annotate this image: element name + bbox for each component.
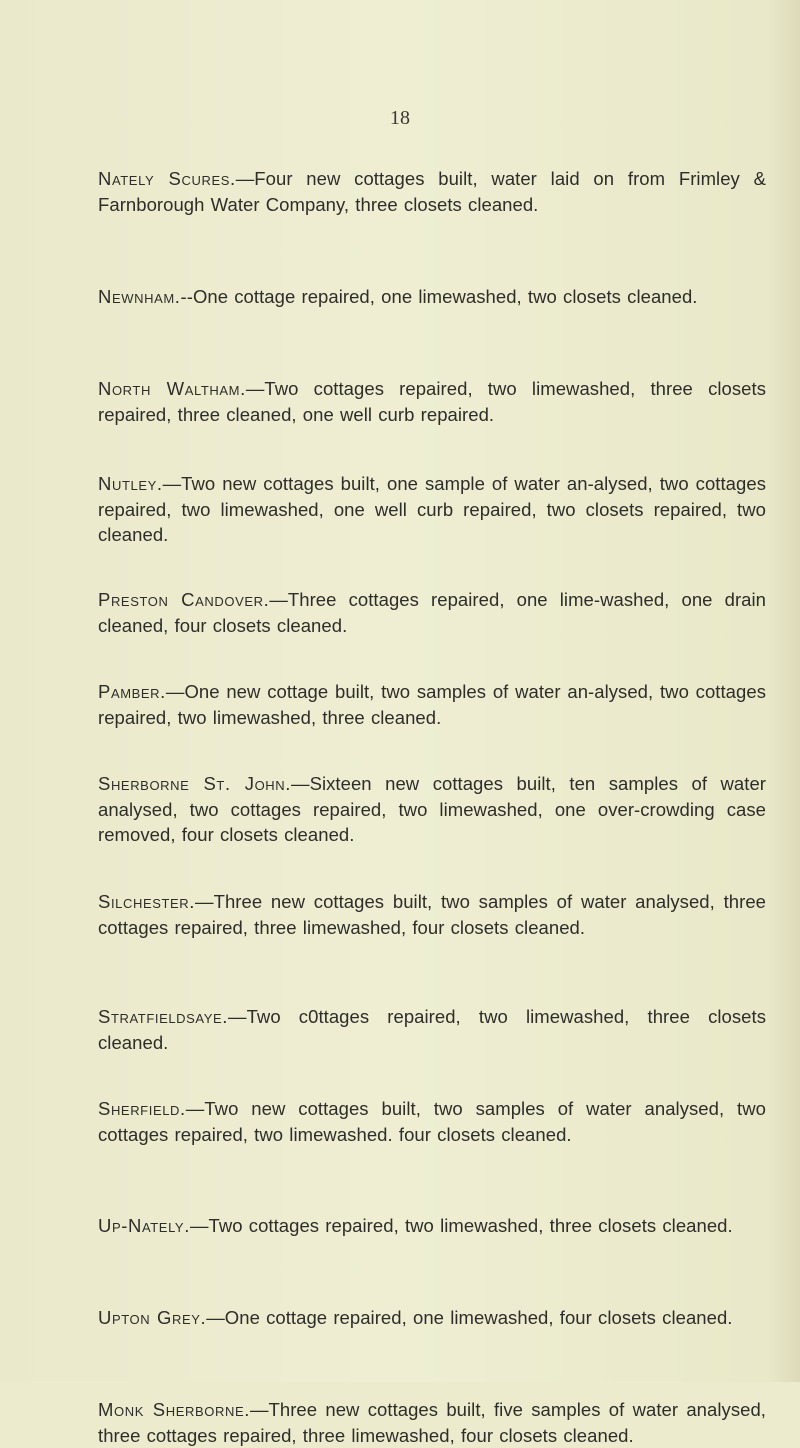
paragraph-entry: [98, 771, 766, 848]
paragraph-entry: [98, 1213, 766, 1239]
entry-text: —One cottage repaired, one limewashed, four closets cleaned.: [206, 1307, 733, 1328]
paragraph-entry: [98, 1397, 766, 1448]
entry-text: —Three new cottages built, two samples of water analysed, three cottages repaired, three limewashed, four closets cleaned.: [98, 891, 766, 938]
paragraph-entry: [98, 376, 766, 427]
place-name: Pamber.: [98, 681, 166, 702]
entry-text: --One cottage repaired, one limewashed, two closets cleaned.: [180, 286, 698, 307]
paragraph-entry: [98, 284, 766, 310]
entry-text: —Two cottages repaired, two limewashed, three closets cleaned.: [189, 1215, 733, 1236]
entry-text: —One new cottage built, two samples of water an-alysed, two cottages repaired, two limewashed, three cleaned.: [98, 681, 766, 728]
place-name: Upton Grey.: [98, 1307, 207, 1328]
place-name: Preston Candover.: [98, 589, 270, 610]
entry-text: —Three cottages repaired, one lime-washed, one drain cleaned, four closets cleaned.: [98, 589, 767, 636]
place-name: Nately Scures.: [98, 168, 236, 189]
place-name: Monk Sherborne.: [98, 1399, 250, 1420]
place-name: Stratfieldsaye.: [98, 1006, 229, 1027]
entry-text: —Two new cottages built, two samples of water analysed, two cottages repaired, two limewashed. four closets cleaned.: [98, 1098, 766, 1145]
place-name: Up-Nately.: [98, 1215, 190, 1236]
entry-text: —Four new cottages built, water laid on from Frimley & Farnborough Water Company, three closets cleaned.: [98, 168, 766, 215]
paragraph-entry: [98, 1096, 766, 1147]
paragraph-entry: [98, 471, 766, 548]
page-number: 18: [390, 107, 410, 129]
entry-text: —Two new cottages built, one sample of water an-alysed, two cottages repaired, two limewashed, one well curb repaired, two closets repaired, two cleaned.: [98, 473, 766, 545]
place-name: Silchester.: [98, 891, 196, 912]
entry-text: —Two c0ttages repaired, two limewashed, three closets cleaned.: [98, 1006, 766, 1053]
place-name: North Waltham.: [98, 378, 246, 399]
entry-text: —Three new cottages built, five samples of water analysed, three cottages repaired, three limewashed, four closets cleaned.: [98, 1399, 766, 1446]
paragraph-entry: [98, 166, 766, 217]
paragraph-entry: [98, 587, 766, 638]
entry-text: —Sixteen new cottages built, ten samples of water analysed, two cottages repaired, two limewashed, one over-crowding case removed, four closets cleaned.: [98, 773, 766, 845]
paragraph-entry: [98, 889, 766, 940]
place-name: Sherfield.: [98, 1098, 186, 1119]
place-name: Newnham.: [98, 286, 181, 307]
place-name: Sherborne St. John.: [98, 773, 292, 794]
paragraph-entry: [98, 1004, 766, 1055]
paragraph-entry: [98, 679, 766, 730]
paragraph-entry: [98, 1305, 766, 1331]
place-name: Nutley.: [98, 473, 163, 494]
entry-text: —Two cottages repaired, two limewashed, three closets repaired, three cleaned, one well curb repaired.: [98, 378, 766, 425]
